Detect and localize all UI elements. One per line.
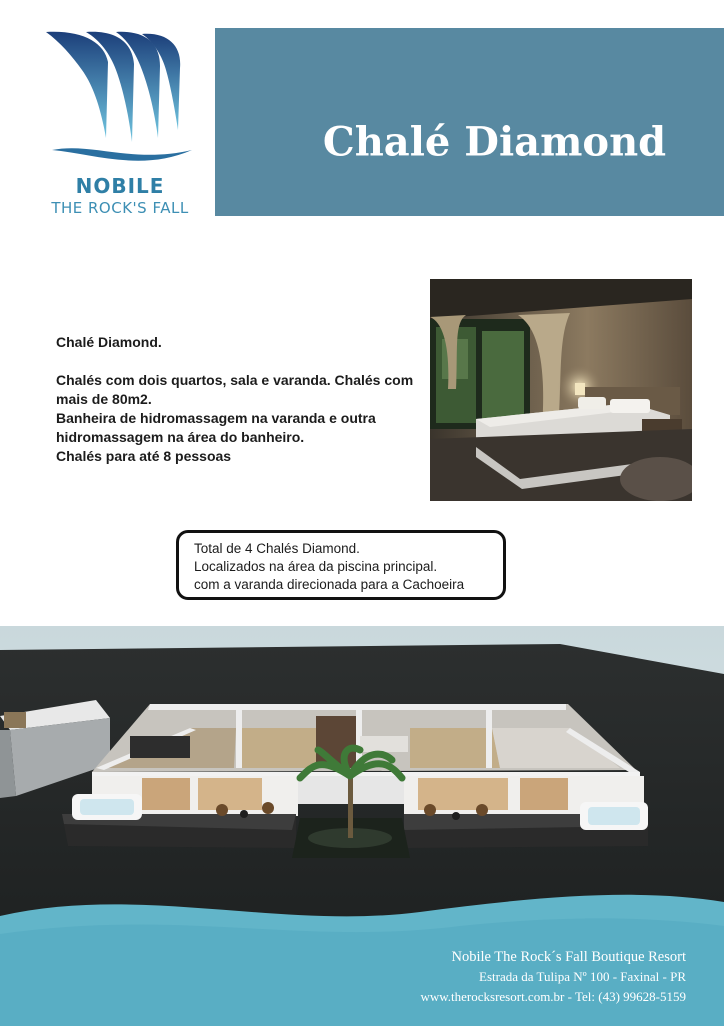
waterfall-logo-icon [42, 26, 198, 171]
description-line: Chalés com dois quartos, sala e varanda. Chalés com mais de 80m2. [56, 372, 414, 407]
footer-website-phone: www.therocksresort.com.br - Tel: (43) 99628-5159 [420, 989, 686, 1004]
description-block [56, 333, 416, 466]
logo-name: NOBILE [75, 174, 165, 198]
page-title: Chalé Diamond [322, 118, 667, 166]
description-line: Banheira de hidromassagem na varanda e outra hidromassagem na área do banheiro. [56, 410, 376, 445]
info-line: Localizados na área da piscina principal. [194, 559, 438, 574]
description-line: Chalés para até 8 pessoas [56, 448, 232, 464]
description-heading: Chalé Diamond. [56, 334, 162, 350]
info-box [176, 530, 506, 600]
footer-resort-name: Nobile The Rock´s Fall Boutique Resort [451, 949, 686, 965]
info-line: Total de 4 Chalés Diamond. [194, 541, 360, 556]
footer-contact [420, 947, 686, 1007]
bedroom-photo [430, 279, 692, 501]
title-band [215, 28, 724, 216]
logo-subtitle: THE ROCK'S FALL [51, 199, 189, 217]
info-line: com a varanda direcionada para a Cachoeira [194, 577, 465, 592]
footer-address: Estrada da Tulipa Nº 100 - Faxinal - PR [479, 969, 686, 984]
resort-logo [40, 26, 200, 226]
